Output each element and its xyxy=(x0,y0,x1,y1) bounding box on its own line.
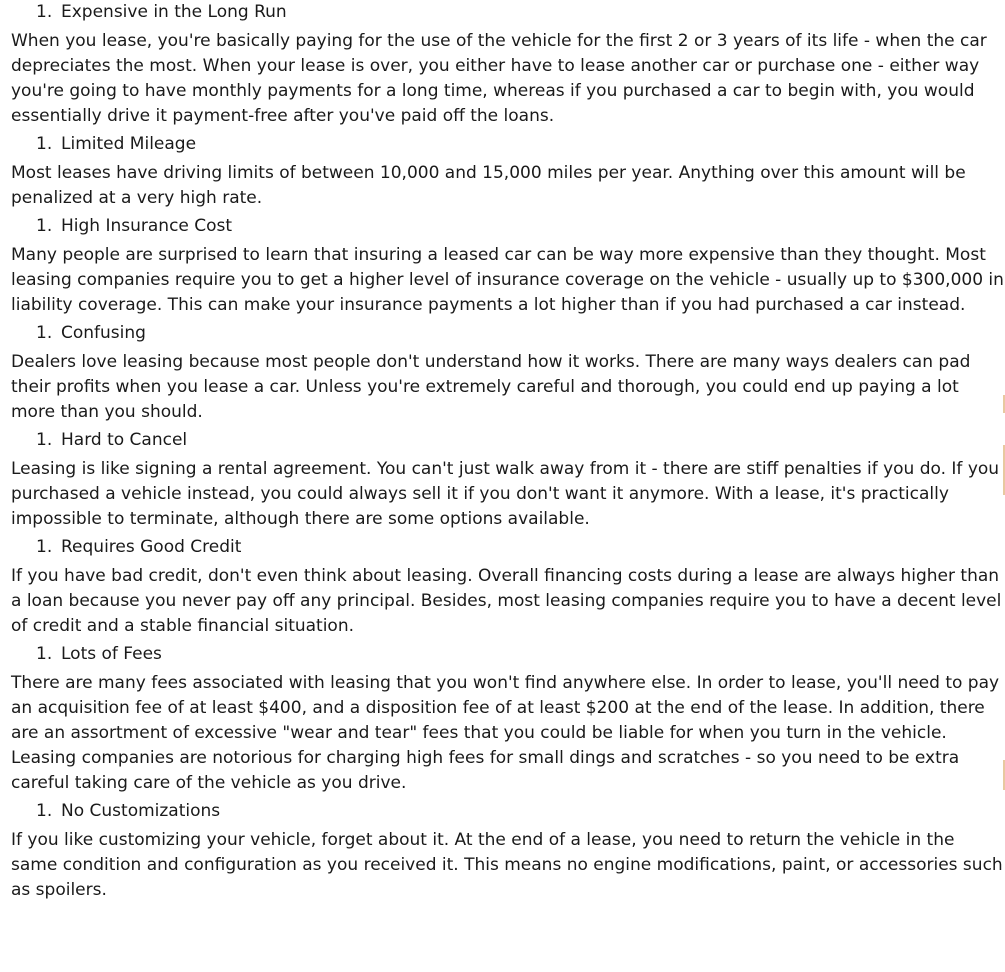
section xyxy=(11,214,1005,318)
list-number: 1. xyxy=(36,644,53,664)
list-item-heading xyxy=(36,214,1005,239)
paragraph: Leasing is like signing a rental agreement. You can't just walk away from it - there are stiff penalties if you do. If you purchased a vehicle instead, you could always sell it if you don't want it anymore. With a lease, it's practically impossible to terminate, although there are some options available. xyxy=(11,459,1000,529)
section xyxy=(11,321,1005,425)
list-number: 1. xyxy=(36,801,53,821)
heading-text: No Customizations xyxy=(61,801,221,821)
list-item-heading xyxy=(36,535,1005,560)
heading-text: Lots of Fees xyxy=(61,644,162,664)
paragraph: When you lease, you're basically paying for the use of the vehicle for the first 2 or 3 years of its life - when the car depreciates the most. When your lease is over, you either have to lease another car or purchase one - either way you're going to have monthly payments for a long time, whereas if you purchased a car to begin with, you would essentially drive it payment-free after you've paid off the loans. xyxy=(11,31,987,126)
list-number: 1. xyxy=(36,134,53,154)
list-item-heading xyxy=(36,799,1005,824)
section xyxy=(11,642,1005,796)
heading-text: Expensive in the Long Run xyxy=(61,2,287,22)
heading-text: Hard to Cancel xyxy=(61,430,188,450)
list-number: 1. xyxy=(36,216,53,236)
section xyxy=(11,428,1005,532)
section xyxy=(11,132,1005,211)
article-content xyxy=(11,0,1005,906)
heading-text: High Insurance Cost xyxy=(61,216,233,236)
list-item-heading xyxy=(36,321,1005,346)
list-number: 1. xyxy=(36,2,53,22)
paragraph: If you have bad credit, don't even think about leasing. Overall financing costs during a lease are always higher than a loan because you never pay off any principal. Besides, most leasing companies require you to have a decent level of credit and a stable financial situation. xyxy=(11,566,1002,636)
paragraph: Dealers love leasing because most people don't understand how it works. There are many ways dealers can pad their profits when you lease a car. Unless you're extremely careful and thorough, you could end up paying a lot more than you should. xyxy=(11,352,971,422)
list-number: 1. xyxy=(36,430,53,450)
heading-text: Limited Mileage xyxy=(61,134,197,154)
paragraph: There are many fees associated with leasing that you won't find anywhere else. In order to lease, you'll need to pay an acquisition fee of at least $400, and a disposition fee of at least $200 at the end of the lease. In addition, there are an assortment of excessive "wear and tear" fees that you could be liable for when you turn in the vehicle. Leasing companies are notorious for charging high fees for small dings and scratches - so you need to be extra careful taking care of the vehicle as you drive. xyxy=(11,673,1000,793)
paragraph: Most leases have driving limits of between 10,000 and 15,000 miles per year. Anything over this amount will be penalized at a very high rate. xyxy=(11,163,966,208)
list-item-heading xyxy=(36,132,1005,157)
section xyxy=(11,0,1005,129)
list-item-heading xyxy=(36,642,1005,667)
list-number: 1. xyxy=(36,537,53,557)
paragraph: If you like customizing your vehicle, forget about it. At the end of a lease, you need to return the vehicle in the same condition and configuration as you received it. This means no engine modifications, paint, or accessories such as spoilers. xyxy=(11,830,1003,900)
list-item-heading xyxy=(36,428,1005,453)
list-item-heading xyxy=(36,0,1005,25)
list-number: 1. xyxy=(36,323,53,343)
paragraph: Many people are surprised to learn that insuring a leased car can be way more expensive than they thought. Most leasing companies require you to get a higher level of insurance coverage on the vehicle - usually up to $300,000 in liability coverage. This can make your insurance payments a lot higher than if you had purchased a car instead. xyxy=(11,245,1004,315)
heading-text: Confusing xyxy=(61,323,146,343)
section xyxy=(11,535,1005,639)
heading-text: Requires Good Credit xyxy=(61,537,242,557)
section xyxy=(11,799,1005,903)
